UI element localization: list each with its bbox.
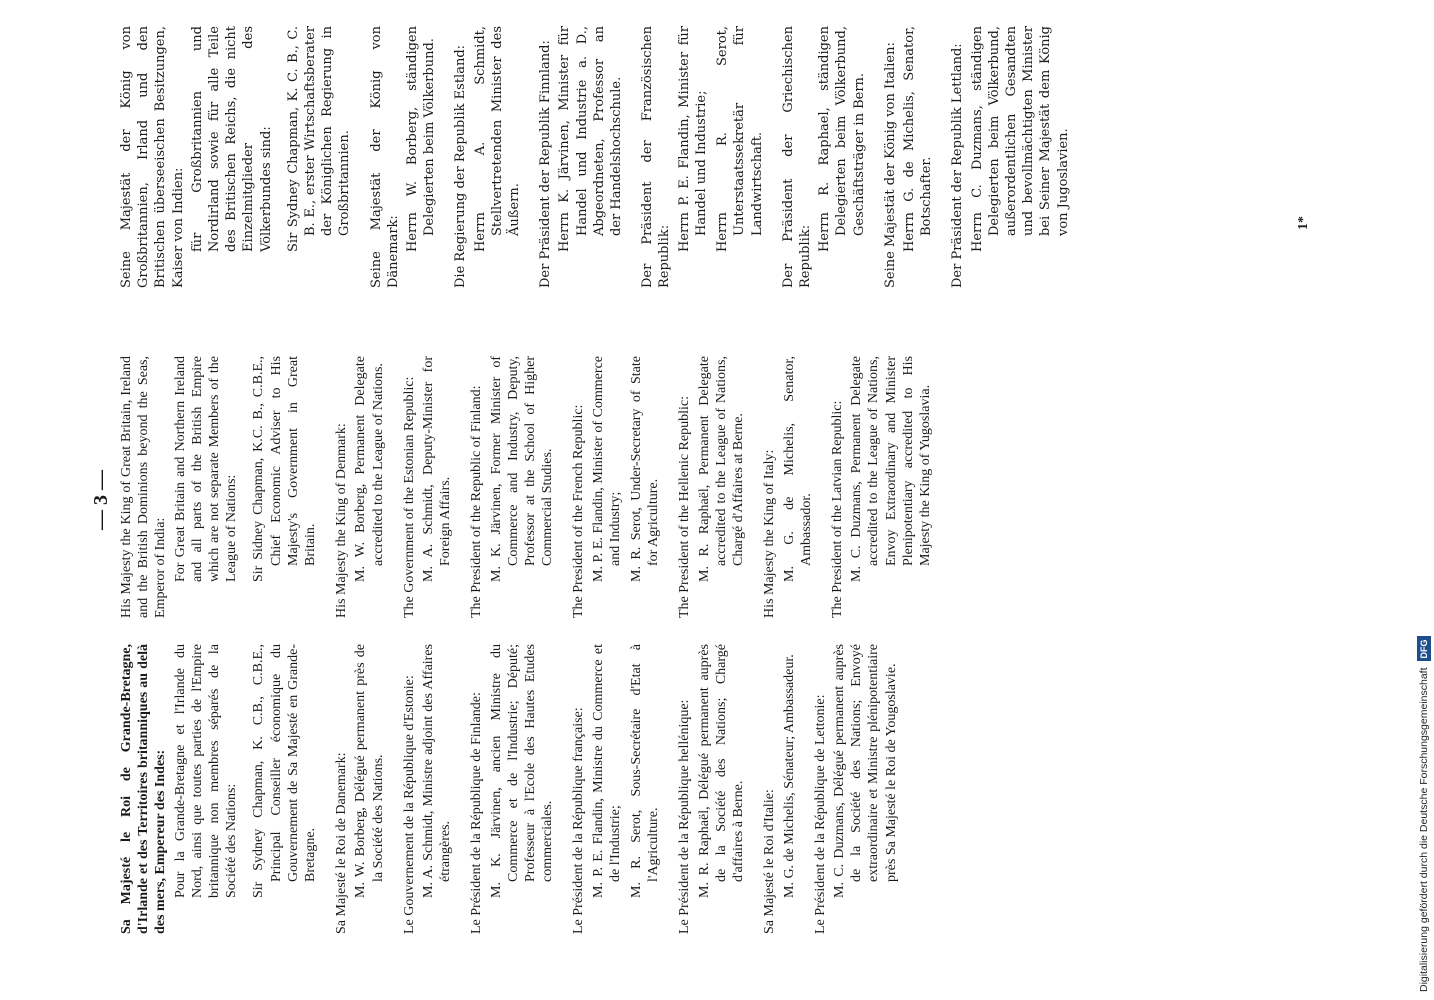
entry-rep: M. P. E. Flandin, Minister of Commerce and Industry; [590, 356, 623, 582]
entry-rep: M. P. E. Flandin, Ministre du Commerce et de l'Industrie; [590, 644, 623, 898]
entry-head: Der Präsident der Republik Lettland: [950, 43, 966, 288]
entry-rep: M. R. Serot, Sous-Secrétaire d'Etat à l'Agriculture. [629, 644, 662, 898]
entry-head: The President of the Republic of Finland: [469, 385, 485, 618]
entry-head: Seine Majestät der König von Großbritannien, Irland und den Britischen überseeischen Besitzungen, Kaiser von Indien: [119, 26, 186, 288]
entry-rep: Herrn W. Borberg, ständigen Delegierten beim Völkerbund. [405, 26, 438, 252]
entry-head: Le Gouvernement de la République d'Estonie: [401, 675, 417, 934]
entry-france [639, 26, 765, 288]
entry-denmark [368, 26, 439, 288]
entry-greece [780, 26, 868, 288]
entry-greece [676, 644, 747, 934]
entry-finland [468, 356, 556, 618]
entry-rep: M. A. Schmidt, Ministre adjoint des Affaires étrangères. [421, 644, 454, 898]
entry-latvia [949, 26, 1071, 288]
entry-rep: M. R. Raphaël, Délégué permanent auprès de la Société des Nations; Chargé d'affaires à Berne. [696, 644, 747, 898]
entry-head: His Majesty the King of Italy: [762, 449, 778, 618]
entry-rep: Herrn G. de Michelis, Senator, Botschafter. [901, 26, 935, 252]
french-column [118, 644, 914, 934]
entry-uk [118, 356, 319, 618]
entry-rep: Sir Sydney Chapman, K. C. B., C. B. E., erster Wirtschaftsberater der Königlichen Regierung in Großbritannien. [285, 26, 353, 252]
entry-head: Le Président de la République de Lettonie: [812, 694, 828, 934]
entry-estonia [452, 26, 523, 288]
entry-uk [118, 644, 319, 934]
entry-france [570, 356, 662, 618]
entry-head: Seine Majestät der König von Dänemark: [368, 26, 401, 288]
entry-head: His Majesty the King of Denmark: [334, 423, 350, 618]
dfg-logo: DFG [1417, 636, 1431, 661]
entry-rep: Herrn A. Schmidt, Stellvertretenden Minister des Äußern. [472, 26, 523, 252]
entry-rep: M. R. Serot, Under-Secretary of State for Agriculture. [629, 356, 662, 582]
entry-head: Le Président de la République française: [571, 707, 587, 934]
entry-head: Der Präsident der Republik Finnland: [538, 40, 554, 288]
entry-sub: für Großbritannien und Nordirland sowie für alle Teile des Britischen Reichs, die nicht Einzelmitglieder des Völkerbundes sind: [189, 26, 274, 252]
entry-sub: Pour la Grande-Bretagne et l'Irlande du Nord, ainsi que toutes parties de l'Empire britannique non membres séparés de la Société des Nations: [172, 644, 240, 898]
entry-denmark [333, 644, 387, 934]
entry-head: Sa Majesté le Roi de Danemark: [334, 752, 350, 934]
entry-rep: Herrn P. E. Flandin, Minister für Handel und Industrie; [676, 26, 709, 252]
entry-head: Le Président de la République hellénique: [677, 699, 693, 934]
digitization-strip [1414, 6, 1434, 994]
entry-finland [468, 644, 556, 934]
entry-italy [761, 356, 815, 618]
entry-head: Der Präsident der Französischen Republik: [640, 26, 673, 288]
sheet-mark: 1* [1296, 216, 1311, 230]
entry-italy [882, 26, 936, 288]
german-column [118, 26, 1086, 288]
entry-rep: Herrn R. Raphael, ständigen Delegierten beim Völkerbund, Geschäftsträger in Bern. [817, 26, 867, 252]
entry-head: His Majesty the King of Great Britain, Ireland and the British Dominions beyond the Seas, Emperor of India: [119, 356, 169, 618]
entry-rep: M. K. Järvinen, Former Minister of Commerce and Industry, Deputy, Professor at the School of Higher Commercial Studies. [488, 356, 556, 582]
entry-denmark [333, 356, 387, 618]
entry-rep: Sir Sydney Chapman, K. C.B., C.B.E., Principal Conseiller économique du Gouvernement de Sa Majesté en Grande-Bretagne. [251, 644, 319, 898]
page-number: — 3 — [90, 470, 112, 530]
entry-rep: M. G. de Michelis, Senator, Ambassador. [781, 356, 814, 582]
entry-rep: M. G. de Michelis, Sénateur; Ambassadeur. [781, 654, 797, 898]
entry-head: Sa Majesté le Roi de Grande-Bretagne, d'Irlande et des Territoires britanniques au delà des mers, Empereur des Indes: [119, 644, 169, 934]
entry-head: Le Président de la République de Finlande: [469, 692, 485, 934]
digitization-notice: Digitalisierung gefördert durch die Deutsche Forschungsgemeinschaft [1418, 667, 1430, 992]
entry-head: Seine Majestät der König von Italien: [882, 42, 898, 288]
entry-greece [676, 356, 747, 618]
entry-rep: M. C. Duzmans, Délégué permanent auprès de la Société des Nations; Envoyé extraordinaire et Ministre plénipotentiaire près Sa Majesté le Roi de Yougoslavie. [831, 644, 899, 898]
entry-rep: Sir Sidney Chapman, K.C. B., C.B.E., Chief Economic Adviser to His Majesty's Government in Great Britain. [251, 356, 319, 582]
entry-head: The President of the French Republic: [571, 404, 587, 618]
entry-head: The President of the Latvian Republic: [829, 400, 845, 618]
entry-uk [118, 26, 354, 288]
entry-rep: M. C. Duzmans, Permanent Delegate accredited to the League of Nations, Envoy Extraordinary and Minister Plenipotentiary accredited to His Majesty the King of Yugoslavia. [849, 356, 933, 582]
entry-estonia [401, 356, 455, 618]
digitization-sidebar [1414, 6, 1434, 994]
entry-head: The President of the Hellenic Republic: [677, 396, 693, 618]
entry-rep: M. W. Borberg, Permanent Delegate accredited to the League of Nations. [353, 356, 386, 582]
english-column [118, 356, 948, 618]
entry-rep: M. R. Raphaël, Permanent Delegate accredited to the League of Nations, Chargé d'Affaires at Berne. [696, 356, 747, 582]
entry-rep: M. K. Järvinen, ancien Ministre du Commerce et de l'Industrie; Député; Professeur à l'Ecole des Hautes Etudes commerciales. [488, 644, 556, 898]
entry-italy [761, 644, 797, 934]
entry-head: Der Präsident der Griechischen Republik: [780, 26, 813, 288]
entry-sub: For Great Britain and Northern Ireland and all parts of the British Empire which are not separate Members of the League of Nations: [172, 356, 240, 582]
entry-france [570, 644, 662, 934]
entry-rep: M. A. Schmidt, Deputy-Minister for Foreign Affairs. [421, 356, 454, 582]
entry-rep: Herrn K. Järvinen, Minister für Handel und Industrie a. D., Abgeordneten, Professor an der Handelshochschule. [557, 26, 625, 252]
entry-rep: Herrn R. Serot, Unterstaatssekretär für Landwirtschaft. [715, 26, 765, 252]
entry-head: The Government of the Estonian Republic: [401, 376, 417, 618]
entry-latvia [829, 356, 934, 618]
entry-rep: Herrn C. Duzmans, ständigen Delegierten beim Völkerbund, außerordentlichen Gesandten und bevollmächtigten Minister bei Seiner Majestät dem König von Jugoslavien. [969, 26, 1071, 252]
entry-estonia [401, 644, 455, 934]
entry-finland [537, 26, 625, 288]
entry-head: Die Regierung der Republik Estland: [453, 44, 469, 288]
entry-latvia [812, 644, 900, 934]
entry-rep: M. W. Borberg, Délégué permanent près de la Société des Nations. [353, 644, 386, 898]
entry-head: Sa Majesté le Roi d'Italie: [762, 789, 778, 934]
